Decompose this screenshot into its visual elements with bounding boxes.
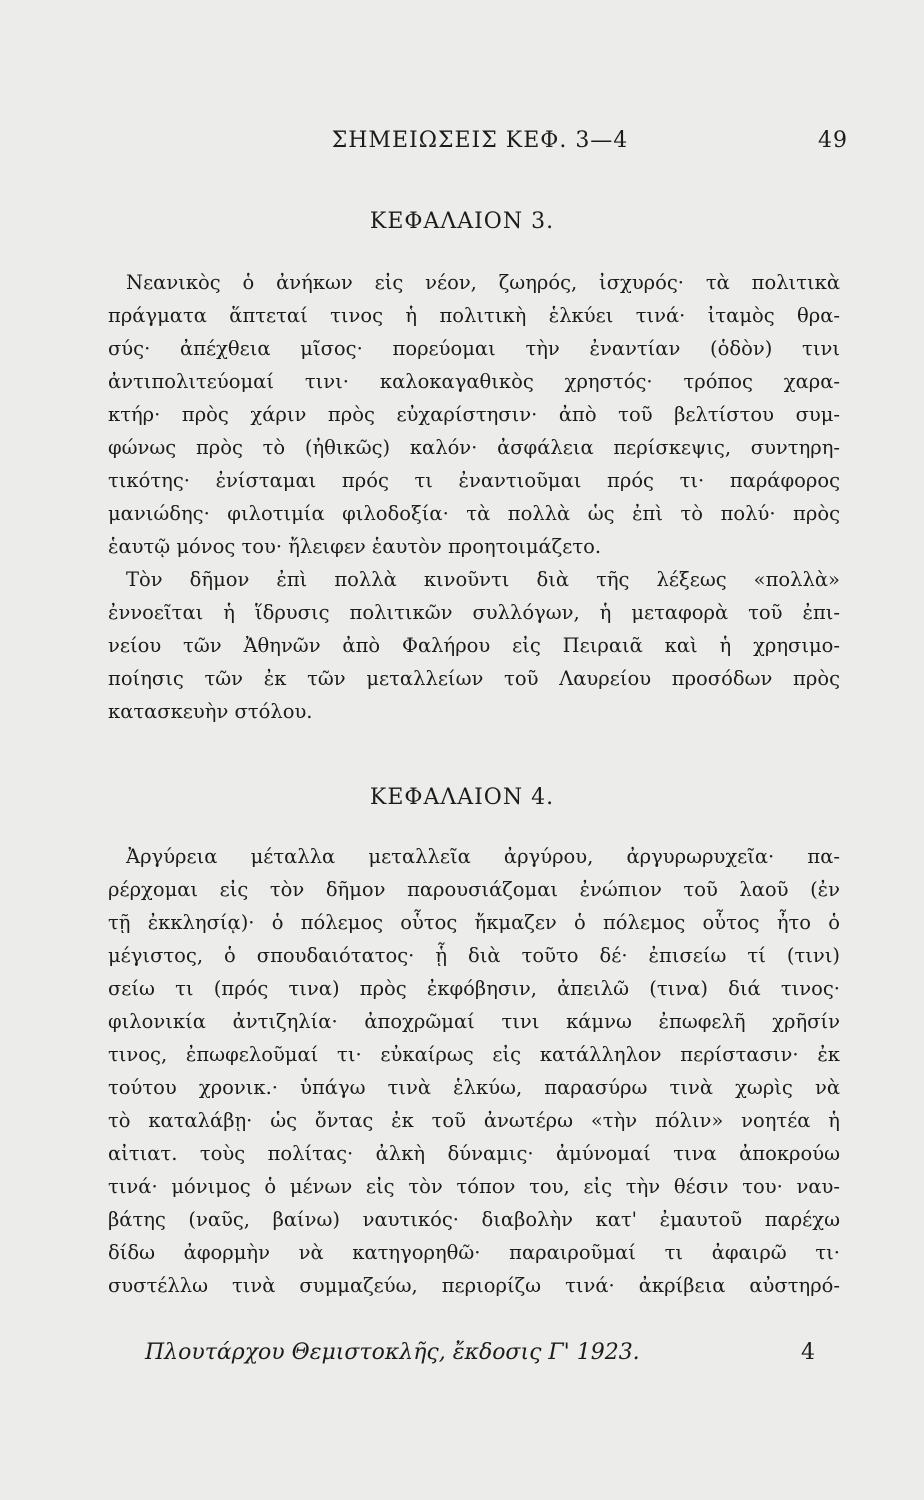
text-line: τὸ καταλάβῃ· ὡς ὄντας ἐκ τοῦ ἀνωτέρω «τὴν πόλιν» νοητέα ἡ bbox=[108, 1109, 840, 1132]
text-line: τινος, ἐπωφελοῦμαί τι· εὐκαίρως εἰς κατάλληλον περίστασιν· ἐκ bbox=[108, 1043, 840, 1066]
text-line: πράγματα ἅπτεταί τινος ἡ πολιτικὴ ἑλκύει τινά· ἰταμὸς θρα- bbox=[108, 304, 840, 327]
text-line: σείω τι (πρός τινα) πρὸς ἐκφόβησιν, ἀπειλῶ (τινα) διά τινος· bbox=[108, 977, 840, 1000]
text-line: αἰτιατ. τοὺς πολίτας· ἀλκὴ δύναμις· ἀμύνομαί τινα ἀποκρούω bbox=[108, 1142, 840, 1165]
page-footer bbox=[145, 1340, 815, 1374]
page-number: 49 bbox=[818, 128, 848, 153]
text-line: Τὸν δῆμον ἐπὶ πολλὰ κινοῦντι διὰ τῆς λέξεως «πολλὰ» bbox=[126, 568, 840, 591]
text-line: ἐννοεῖται ἡ ἵδρυσις πολιτικῶν συλλόγων, ἡ μεταφορὰ τοῦ ἐπι- bbox=[108, 601, 840, 624]
text-line: ρέρχομαι εἰς τὸν δῆμον παρουσιάζομαι ἐνώπιον τοῦ λαοῦ (ἐν bbox=[108, 878, 840, 901]
text-line: Νεανικὸς ὁ ἀνήκων εἰς νέον, ζωηρός, ἰσχυρός· τὰ πολιτικὰ bbox=[126, 271, 840, 294]
text-line: ποίησις τῶν ἐκ τῶν μεταλλείων τοῦ Λαυρείου προσόδων πρὸς bbox=[108, 667, 840, 690]
text-line: τινά· μόνιμος ὁ μένων εἰς τὸν τόπον του, εἰς τὴν θέσιν του· ναυ- bbox=[108, 1175, 840, 1198]
text-line: φιλονικία ἀντιζηλία· ἀποχρῶμαί τινι κάμνω ἐπωφελῆ χρῆσίν bbox=[108, 1010, 840, 1033]
text-line: μέγιστος, ὁ σπουδαιότατος· ᾗ διὰ τοῦτο δέ· ἐπισείω τί (τινι) bbox=[108, 944, 840, 967]
text-line: φώνως πρὸς τὸ (ἠθικῶς) καλόν· ἀσφάλεια περίσκεψις, συντηρη- bbox=[108, 436, 840, 459]
signature-mark: 4 bbox=[801, 1340, 815, 1365]
text-line: τούτου χρονικ.· ὑπάγω τινὰ ἑλκύω, παρασύρω τινὰ χωρὶς νὰ bbox=[108, 1076, 840, 1099]
text-line: σύς· ἀπέχθεια μῖσος· πορεύομαι τὴν ἐναντίαν (ὁδὸν) τινι bbox=[108, 337, 840, 360]
text-line: νείου τῶν Ἀθηνῶν ἀπὸ Φαλήρου εἰς Πειραιᾶ καὶ ἡ χρησιμο- bbox=[108, 634, 840, 657]
chapter-4-notes bbox=[108, 840, 840, 1302]
text-line: συστέλλω τινὰ συμμαζεύω, περιορίζω τινά· ἀκρίβεια αὐστηρό- bbox=[108, 1274, 840, 1297]
text-line: τῇ ἐκκλησίᾳ)· ὁ πόλεμος οὗτος ἤκμαζεν ὁ πόλεμος οὗτος ἦτο ὁ bbox=[108, 911, 840, 934]
text-line: κατασκευὴν στόλου. bbox=[108, 700, 313, 723]
running-title: ΣΗΜΕΙΩΣΕΙΣ ΚΕΦ. 3—4 bbox=[331, 128, 629, 153]
text-line: Ἀργύρεια μέταλλα μεταλλεῖα ἀργύρου, ἀργυρωρυχεῖα· πα- bbox=[126, 845, 840, 868]
text-line: δίδω ἀφορμὴν νὰ κατηγορηθῶ· παραιροῦμαί τι ἀφαιρῶ τι· bbox=[108, 1241, 840, 1264]
chapter-4-heading: ΚΕΦΑΛΑΙΟΝ 4. bbox=[369, 785, 555, 810]
running-header bbox=[130, 128, 848, 164]
text-line: κτήρ· πρὸς χάριν πρὸς εὐχαρίστησιν· ἀπὸ τοῦ βελτίστου συμ- bbox=[108, 403, 840, 426]
chapter-3-heading: ΚΕΦΑΛΑΙΟΝ 3. bbox=[369, 209, 555, 234]
text-line: ἑαυτῷ μόνος του· ἤλειφεν ἑαυτὸν προητοιμάζετο. bbox=[108, 535, 602, 558]
footer-source: Πλουτάρχου Θεμιστοκλῆς, ἔκδοσις Γ' 1923. bbox=[145, 1340, 640, 1365]
text-line: ἀντιπολιτεύομαί τινι· καλοκαγαθικὸς χρηστός· τρόπος χαρα- bbox=[108, 370, 840, 393]
text-line: τικότης· ἐνίσταμαι πρός τι ἐναντιοῦμαι πρός τι· παράφορος bbox=[108, 469, 840, 492]
text-line: μανιώδης· φιλοτιμία φιλοδοξία· τὰ πολλὰ ὡς ἐπὶ τὸ πολύ· πρὸς bbox=[108, 502, 840, 525]
chapter-3-notes bbox=[108, 266, 840, 728]
text-line: βάτης (ναῦς, βαίνω) ναυτικός· διαβολὴν κατ' ἐμαυτοῦ παρέχω bbox=[108, 1208, 840, 1231]
